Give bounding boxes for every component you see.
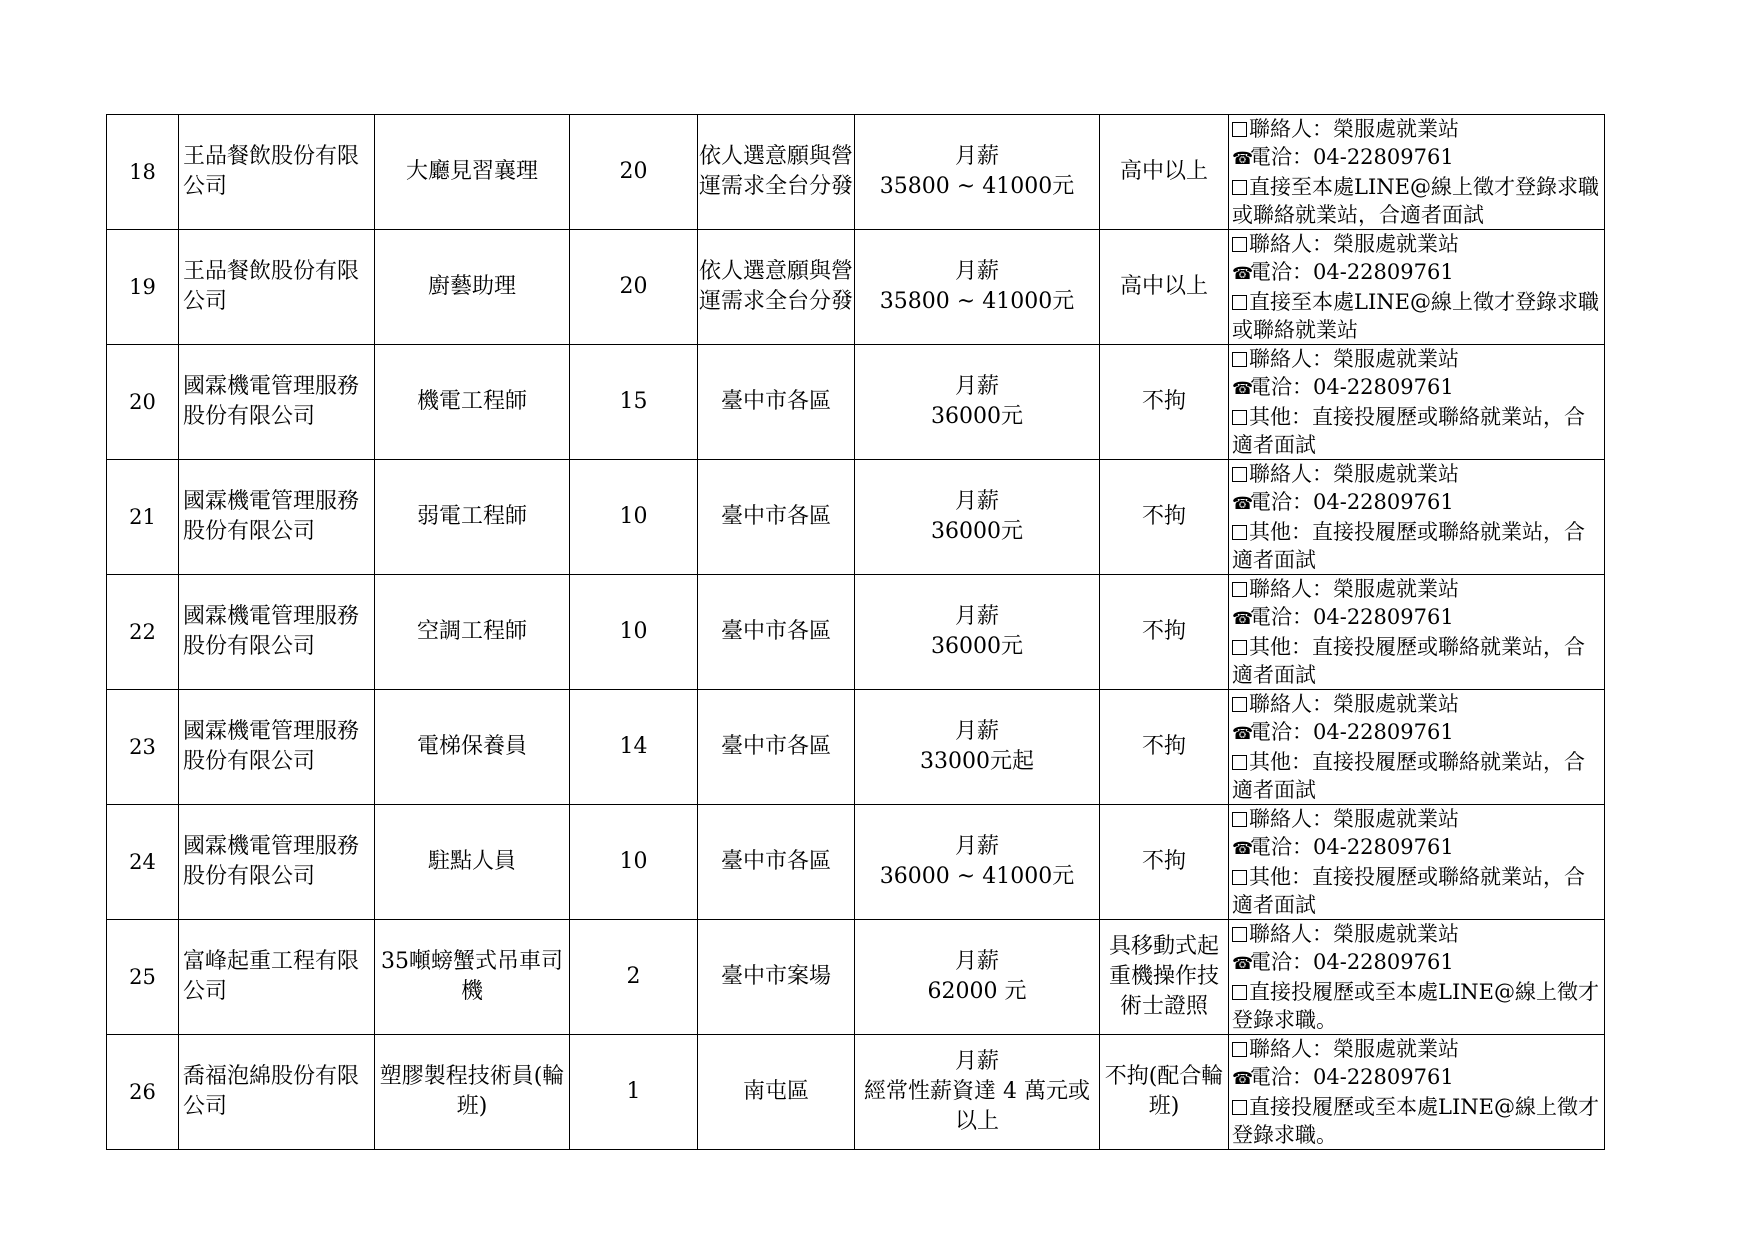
work-location: 臺中市各區 <box>698 575 855 690</box>
contact-person: 聯絡人：榮服處就業站 <box>1249 692 1459 716</box>
company-name: 王品餐飲股份有限公司 <box>179 230 375 345</box>
checkbox-icon <box>1232 410 1247 425</box>
row-number: 25 <box>107 920 179 1035</box>
contact-phone: 電洽：04-22809761 <box>1250 490 1454 514</box>
contact-person: 聯絡人：榮服處就業站 <box>1249 1037 1459 1061</box>
company-name: 國霖機電管理服務股份有限公司 <box>179 460 375 575</box>
job-title: 電梯保養員 <box>375 690 570 805</box>
application-method: 直接至本處LINE@線上徵才登錄求職或聯絡就業站 <box>1232 290 1599 342</box>
checkbox-icon <box>1232 755 1247 770</box>
company-name: 王品餐飲股份有限公司 <box>179 115 375 230</box>
job-title: 駐點人員 <box>375 805 570 920</box>
company-name: 國霖機電管理服務股份有限公司 <box>179 690 375 805</box>
contact-cell <box>1229 1035 1605 1150</box>
contact-cell <box>1229 920 1605 1035</box>
checkbox-icon <box>1232 525 1247 540</box>
job-listing-table <box>106 114 1604 1150</box>
requirement: 不拘 <box>1100 805 1229 920</box>
job-title: 大廳見習襄理 <box>375 115 570 230</box>
phone-icon: ☎ <box>1232 379 1254 399</box>
salary-amount: 36000元 <box>931 634 1023 659</box>
application-method: 其他：直接投履歷或聯絡就業站，合適者面試 <box>1232 865 1585 917</box>
job-title: 弱電工程師 <box>375 460 570 575</box>
checkbox-icon <box>1232 812 1247 827</box>
contact-phone: 電洽：04-22809761 <box>1250 375 1454 399</box>
phone-icon: ☎ <box>1232 839 1254 859</box>
work-location: 臺中市各區 <box>698 690 855 805</box>
contact-person: 聯絡人：榮服處就業站 <box>1249 922 1459 946</box>
phone-icon: ☎ <box>1232 149 1254 169</box>
application-method: 其他：直接投履歷或聯絡就業站，合適者面試 <box>1232 635 1585 687</box>
application-method: 其他：直接投履歷或聯絡就業站，合適者面試 <box>1232 750 1585 802</box>
salary-label: 月薪 <box>954 144 999 169</box>
checkbox-icon <box>1232 927 1247 942</box>
checkbox-icon <box>1232 1042 1247 1057</box>
salary-label: 月薪 <box>954 374 999 399</box>
contact-cell <box>1229 690 1605 805</box>
headcount: 20 <box>570 115 698 230</box>
table-row <box>107 805 1605 920</box>
headcount: 10 <box>570 460 698 575</box>
checkbox-icon <box>1232 122 1247 137</box>
checkbox-icon <box>1232 295 1247 310</box>
salary-cell <box>855 115 1100 230</box>
contact-cell <box>1229 575 1605 690</box>
contact-person: 聯絡人：榮服處就業站 <box>1249 462 1459 486</box>
contact-cell <box>1229 805 1605 920</box>
application-method: 其他：直接投履歷或聯絡就業站，合適者面試 <box>1232 520 1585 572</box>
company-name: 國霖機電管理服務股份有限公司 <box>179 345 375 460</box>
checkbox-icon <box>1232 640 1247 655</box>
salary-amount: 35800 ~ 41000元 <box>879 289 1075 314</box>
contact-person: 聯絡人：榮服處就業站 <box>1249 232 1459 256</box>
contact-person: 聯絡人：榮服處就業站 <box>1249 807 1459 831</box>
checkbox-icon <box>1232 467 1247 482</box>
job-title: 塑膠製程技術員(輪班) <box>375 1035 570 1150</box>
application-method: 直接至本處LINE@線上徵才登錄求職或聯絡就業站，合適者面試 <box>1232 175 1599 227</box>
table-row <box>107 115 1605 230</box>
table-row <box>107 575 1605 690</box>
job-title: 廚藝助理 <box>375 230 570 345</box>
salary-cell <box>855 575 1100 690</box>
row-number: 20 <box>107 345 179 460</box>
checkbox-icon <box>1232 697 1247 712</box>
checkbox-icon <box>1232 352 1247 367</box>
salary-amount: 62000 元 <box>927 979 1027 1004</box>
work-location: 南屯區 <box>698 1035 855 1150</box>
phone-icon: ☎ <box>1232 494 1254 514</box>
checkbox-icon <box>1232 1100 1247 1115</box>
row-number: 18 <box>107 115 179 230</box>
contact-phone: 電洽：04-22809761 <box>1250 605 1454 629</box>
job-title: 空調工程師 <box>375 575 570 690</box>
company-name: 喬福泡綿股份有限公司 <box>179 1035 375 1150</box>
salary-amount: 經常性薪資達 4 萬元或以上 <box>864 1079 1090 1134</box>
job-title: 機電工程師 <box>375 345 570 460</box>
salary-amount: 36000 ~ 41000元 <box>879 864 1075 889</box>
checkbox-icon <box>1232 870 1247 885</box>
work-location: 依人選意願與營運需求全台分發 <box>698 115 855 230</box>
table-body <box>107 115 1605 1150</box>
phone-icon: ☎ <box>1232 264 1254 284</box>
contact-person: 聯絡人：榮服處就業站 <box>1249 577 1459 601</box>
work-location: 臺中市各區 <box>698 805 855 920</box>
requirement: 高中以上 <box>1100 115 1229 230</box>
salary-amount: 33000元起 <box>920 749 1034 774</box>
work-location: 臺中市案場 <box>698 920 855 1035</box>
salary-cell <box>855 690 1100 805</box>
headcount: 2 <box>570 920 698 1035</box>
requirement: 不拘 <box>1100 575 1229 690</box>
checkbox-icon <box>1232 237 1247 252</box>
salary-label: 月薪 <box>954 259 999 284</box>
row-number: 21 <box>107 460 179 575</box>
company-name: 國霖機電管理服務股份有限公司 <box>179 805 375 920</box>
contact-phone: 電洽：04-22809761 <box>1250 145 1454 169</box>
salary-cell <box>855 920 1100 1035</box>
contact-phone: 電洽：04-22809761 <box>1250 1065 1454 1089</box>
work-location: 臺中市各區 <box>698 460 855 575</box>
application-method: 直接投履歷或至本處LINE@線上徵才登錄求職。 <box>1232 980 1599 1032</box>
row-number: 22 <box>107 575 179 690</box>
requirement: 不拘 <box>1100 460 1229 575</box>
salary-cell <box>855 345 1100 460</box>
work-location: 臺中市各區 <box>698 345 855 460</box>
salary-label: 月薪 <box>954 949 999 974</box>
job-title: 35噸螃蟹式吊車司機 <box>375 920 570 1035</box>
headcount: 15 <box>570 345 698 460</box>
company-name: 富峰起重工程有限公司 <box>179 920 375 1035</box>
headcount: 14 <box>570 690 698 805</box>
headcount: 10 <box>570 805 698 920</box>
salary-amount: 36000元 <box>931 404 1023 429</box>
contact-phone: 電洽：04-22809761 <box>1250 260 1454 284</box>
salary-cell <box>855 230 1100 345</box>
phone-icon: ☎ <box>1232 609 1254 629</box>
requirement: 不拘 <box>1100 345 1229 460</box>
application-method: 直接投履歷或至本處LINE@線上徵才登錄求職。 <box>1232 1095 1599 1147</box>
headcount: 10 <box>570 575 698 690</box>
headcount: 20 <box>570 230 698 345</box>
salary-label: 月薪 <box>954 604 999 629</box>
row-number: 23 <box>107 690 179 805</box>
table-row <box>107 690 1605 805</box>
contact-cell <box>1229 115 1605 230</box>
phone-icon: ☎ <box>1232 954 1254 974</box>
contact-person: 聯絡人：榮服處就業站 <box>1249 347 1459 371</box>
headcount: 1 <box>570 1035 698 1150</box>
contact-phone: 電洽：04-22809761 <box>1250 950 1454 974</box>
row-number: 19 <box>107 230 179 345</box>
table-row <box>107 460 1605 575</box>
row-number: 24 <box>107 805 179 920</box>
application-method: 其他：直接投履歷或聯絡就業站，合適者面試 <box>1232 405 1585 457</box>
phone-icon: ☎ <box>1232 1069 1254 1089</box>
table-row <box>107 1035 1605 1150</box>
contact-cell <box>1229 230 1605 345</box>
contact-person: 聯絡人：榮服處就業站 <box>1249 117 1459 141</box>
table-row <box>107 230 1605 345</box>
contact-phone: 電洽：04-22809761 <box>1250 720 1454 744</box>
requirement: 高中以上 <box>1100 230 1229 345</box>
checkbox-icon <box>1232 180 1247 195</box>
contact-cell <box>1229 460 1605 575</box>
salary-label: 月薪 <box>954 834 999 859</box>
requirement: 具移動式起重機操作技術士證照 <box>1100 920 1229 1035</box>
table-row <box>107 345 1605 460</box>
checkbox-icon <box>1232 985 1247 1000</box>
checkbox-icon <box>1232 582 1247 597</box>
salary-cell <box>855 805 1100 920</box>
row-number: 26 <box>107 1035 179 1150</box>
contact-phone: 電洽：04-22809761 <box>1250 835 1454 859</box>
salary-cell <box>855 1035 1100 1150</box>
salary-amount: 36000元 <box>931 519 1023 544</box>
contact-cell <box>1229 345 1605 460</box>
requirement: 不拘(配合輪班) <box>1100 1035 1229 1150</box>
company-name: 國霖機電管理服務股份有限公司 <box>179 575 375 690</box>
table-row <box>107 920 1605 1035</box>
phone-icon: ☎ <box>1232 724 1254 744</box>
work-location: 依人選意願與營運需求全台分發 <box>698 230 855 345</box>
salary-amount: 35800 ~ 41000元 <box>879 174 1075 199</box>
salary-label: 月薪 <box>954 719 999 744</box>
salary-label: 月薪 <box>954 489 999 514</box>
requirement: 不拘 <box>1100 690 1229 805</box>
salary-cell <box>855 460 1100 575</box>
salary-label: 月薪 <box>954 1049 999 1074</box>
